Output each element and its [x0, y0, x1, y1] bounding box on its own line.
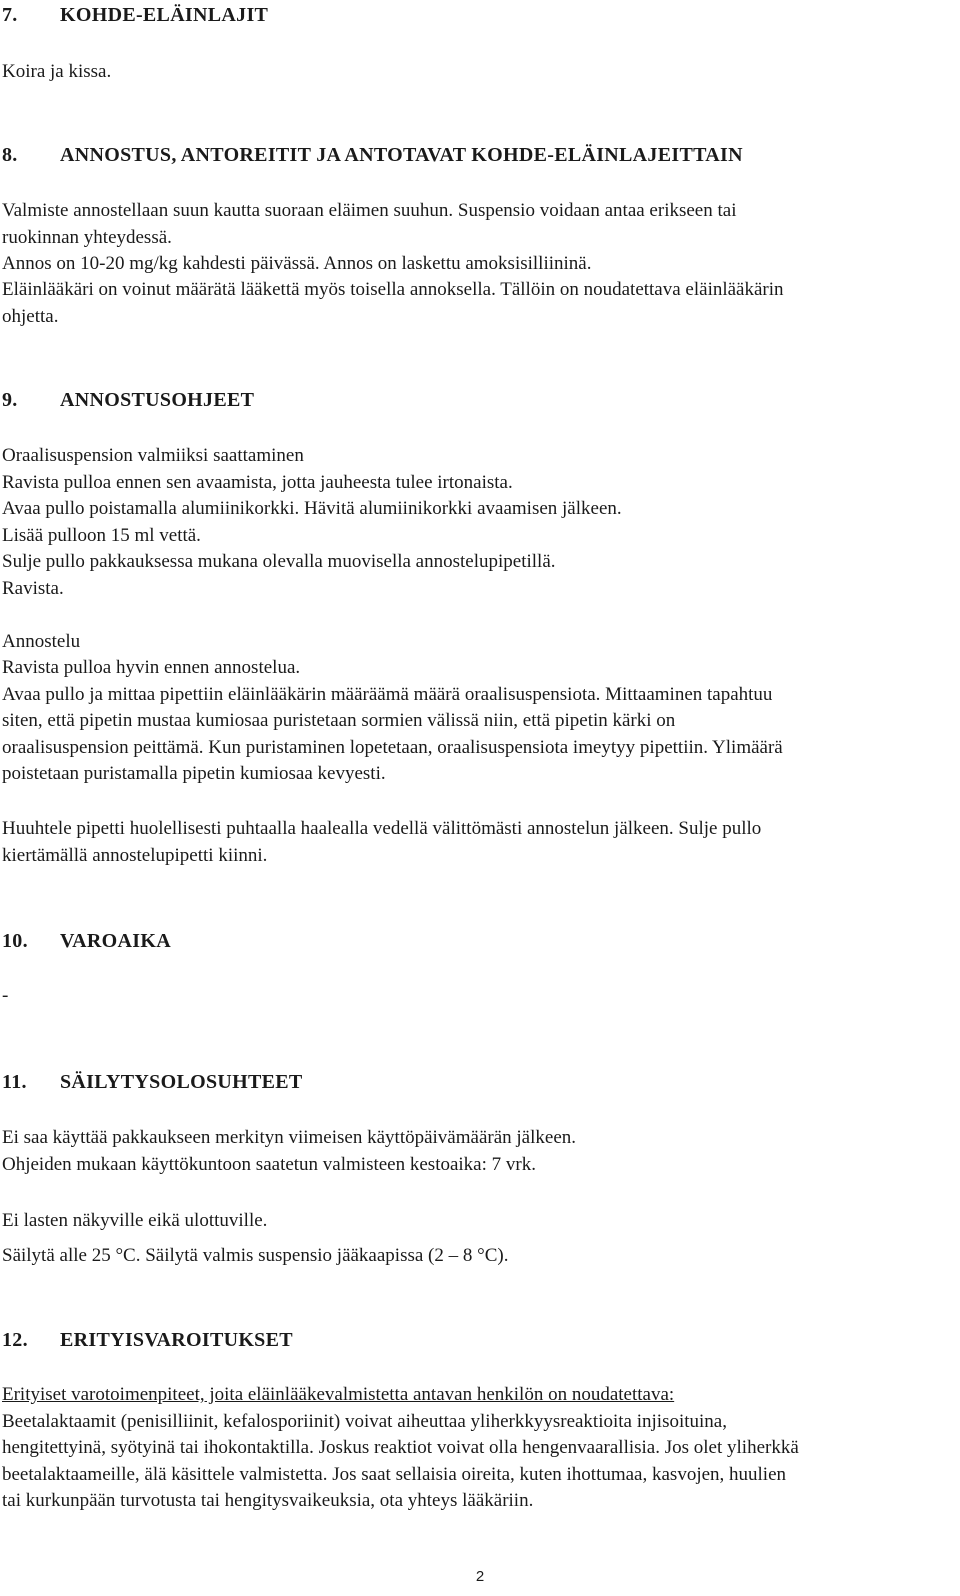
section-9-line: Huuhtele pipetti huolellisesti puhtaalla haalealla vedellä välittömästi annostelun jälkeen. Sulje pullo [2, 818, 762, 839]
section-9-line: Ravista pulloa hyvin ennen annostelua. [2, 657, 301, 678]
section-9-line: siten, että pipetin mustaa kumiosaa puristetaan sormien välissä niin, että pipetin kärki on [2, 710, 676, 731]
subheading-dosing: Annostelu [2, 631, 81, 652]
section-7-heading: 7. KOHDE-ELÄINLAJIT [2, 4, 269, 26]
section-12-heading: 12. ERITYISVAROITUKSET [2, 1329, 293, 1351]
section-8-line: Annos on 10-20 mg/kg kahdesti päivässä. Annos on laskettu amoksisilliininä. [2, 253, 592, 274]
section-10-heading: 10. VAROAIKA [2, 930, 171, 952]
section-8-line: ohjetta. [2, 306, 59, 327]
section-11-heading: 11. SÄILYTYSOLOSUHTEET [2, 1071, 303, 1093]
section-9-line: Sulje pullo pakkauksessa mukana olevalla muovisella annostelupipetillä. [2, 551, 556, 572]
section-8-heading: 8. ANNOSTUS, ANTOREITIT JA ANTOTAVAT KOHDE-ELÄINLAJEITTAIN [2, 144, 743, 166]
section-9-line: Ravista. [2, 578, 64, 599]
section-12-line: hengitettyinä, syötyinä tai ihokontaktilla. Joskus reaktiot voivat olla hengenvaarallisia. Jos olet yliherkkä [2, 1437, 799, 1458]
section-8-line: Valmiste annostellaan suun kautta suoraan eläimen suuhun. Suspensio voidaan antaa erikseen tai [2, 200, 737, 221]
section-11-line: Ei lasten näkyville eikä ulottuville. [2, 1210, 268, 1231]
section-8-line: ruokinnan yhteydessä. [2, 227, 172, 248]
section-7-text: Koira ja kissa. [2, 61, 112, 82]
section-8-line: Eläinlääkäri on voinut määrätä lääkettä myös toisella annoksella. Tällöin on noudatettava eläinlääkärin [2, 279, 784, 300]
section-12-line: Beetalaktaamit (penisilliinit, kefalosporiinit) voivat aiheuttaa yliherkkyysreaktioita injisoituina, [2, 1411, 727, 1432]
section-10-text: - [2, 985, 9, 1006]
section-12-line: beetalaktaameille, älä käsittele valmistetta. Jos saat sellaisia oireita, kuten ihottumaa, kasvojen, huulien [2, 1464, 787, 1485]
section-9-line: poistetaan puristamalla pipetin kumiosaa kevyesti. [2, 763, 386, 784]
subheading-special-precautions: Erityiset varotoimenpiteet, joita eläinlääkevalmistetta antavan henkilön on noudatettava: [2, 1384, 675, 1405]
section-9-line: Avaa pullo poistamalla alumiinikorkki. Hävitä alumiinikorkki avaamisen jälkeen. [2, 498, 622, 519]
section-9-line: Avaa pullo ja mittaa pipettiin eläinlääkärin määräämä määrä oraalisuspensiota. Mittaaminen tapahtuu [2, 684, 773, 705]
section-12-line: tai kurkunpään turvotusta tai hengitysvaikeuksia, ota yhteys lääkäriin. [2, 1490, 534, 1511]
page-number: 2 [475, 1568, 485, 1585]
section-11-line: Ei saa käyttää pakkaukseen merkityn viimeisen käyttöpäivämäärän jälkeen. [2, 1127, 576, 1148]
section-9-line: Ravista pulloa ennen sen avaamista, jotta jauheesta tulee irtonaista. [2, 472, 513, 493]
section-11-line: Säilytä alle 25 °C. Säilytä valmis suspensio jääkaapissa (2 – 8 °C). [2, 1245, 509, 1266]
section-11-line: Ohjeiden mukaan käyttökuntoon saatetun valmisteen kestoaika: 7 vrk. [2, 1154, 536, 1175]
section-9-line: kiertämällä annostelupipetti kiinni. [2, 845, 268, 866]
section-9-line: Lisää pulloon 15 ml vettä. [2, 525, 201, 546]
section-9-heading: 9. ANNOSTUSOHJEET [2, 389, 255, 411]
section-9-line: oraalisuspension peittämä. Kun puristaminen lopetetaan, oraalisuspensiota imeytyy pipettiin. Ylimäärä [2, 737, 783, 758]
subheading-suspension-preparation: Oraalisuspension valmiiksi saattaminen [2, 445, 304, 466]
